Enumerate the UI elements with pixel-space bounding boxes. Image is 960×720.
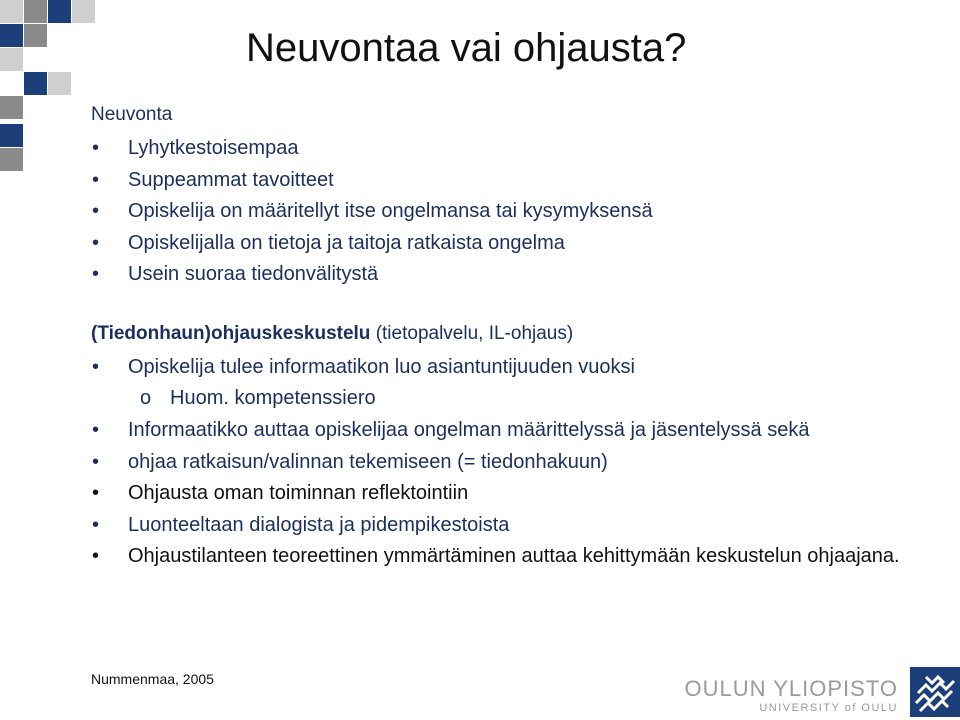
deco-square	[0, 24, 23, 47]
section-heading-neuvonta	[91, 104, 172, 126]
deco-square	[0, 0, 23, 23]
bullet: •	[92, 419, 100, 441]
list-item	[91, 168, 911, 193]
ohjaus-list	[91, 418, 911, 576]
slide-title: Neuvontaa vai ohjausta?	[246, 26, 687, 70]
deco-square	[24, 24, 47, 47]
list-item	[91, 199, 911, 224]
section-heading-ohjaus	[91, 323, 573, 345]
deco-square	[0, 148, 23, 171]
deco-square	[48, 72, 71, 95]
bullet: •	[92, 263, 100, 285]
bullet: •	[92, 545, 100, 567]
corner-decoration	[0, 0, 100, 175]
item-text: Ohjausta oman toiminnan reflektointiin	[128, 482, 469, 504]
bullet: •	[92, 513, 100, 536]
item-text: Luonteeltaan dialogista ja pidempikestoista	[128, 513, 510, 536]
item-text: Opiskelija tulee informaatikon luo asiantuntijuuden vuoksi	[128, 356, 635, 378]
heading-text: Neuvonta	[91, 104, 173, 125]
list-item	[91, 450, 911, 475]
list-item	[91, 262, 911, 287]
deco-square	[72, 0, 95, 23]
footer-citation: Nummenmaa, 2005	[91, 671, 214, 687]
ohjaus-intro-list	[91, 355, 911, 387]
deco-square	[48, 0, 71, 23]
heading-bold-text: (Tiedonhaun)ohjauskeskustelu	[91, 323, 371, 344]
list-item	[91, 481, 911, 506]
bullet: •	[92, 137, 100, 159]
neuvonta-list	[91, 136, 911, 294]
item-text: Lyhytkestoisempaa	[128, 137, 299, 159]
deco-square	[0, 96, 23, 119]
sub-item	[140, 387, 376, 410]
sub-bullet: o	[140, 387, 152, 409]
list-item	[91, 544, 911, 569]
list-item	[91, 513, 911, 538]
bullet: •	[92, 356, 100, 378]
deco-square	[0, 48, 23, 71]
deco-square	[24, 72, 47, 95]
bullet: •	[92, 168, 100, 191]
bullet: •	[92, 450, 100, 473]
university-logo-text	[685, 676, 898, 714]
heading-rest-text: (tietopalvelu, IL-ohjaus)	[370, 323, 574, 344]
deco-square	[24, 0, 47, 23]
list-item	[91, 355, 911, 380]
deco-square	[0, 124, 23, 147]
sub-item-text: Huom. kompetenssiero	[170, 387, 376, 409]
item-text: Opiskelija on määritellyt itse ongelmansa tai kysymyksensä	[128, 200, 653, 222]
item-text: Informaatikko auttaa opiskelijaa ongelman määrittelyssä ja jäsentelyssä sekä	[128, 419, 810, 441]
logo-main-text: OULUN YLIOPISTO	[684, 676, 898, 701]
list-item	[91, 136, 911, 161]
university-logo-icon	[910, 667, 960, 717]
bullet: •	[92, 231, 100, 254]
item-text: Usein suoraa tiedonvälitystä	[128, 263, 379, 285]
bullet: •	[92, 482, 100, 504]
list-item	[91, 231, 911, 256]
list-item	[91, 418, 911, 443]
logo-sub-text: UNIVERSITY of OULU	[759, 702, 898, 714]
item-text: ohjaa ratkaisun/valinnan tekemiseen (= tiedonhakuun)	[128, 450, 608, 473]
item-text: Ohjaustilanteen teoreettinen ymmärtäminen auttaa kehittymään keskustelun ohjaajana.	[128, 545, 900, 567]
item-text: Suppeammat tavoitteet	[128, 168, 334, 191]
item-text: Opiskelijalla on tietoja ja taitoja ratkaista ongelma	[128, 231, 565, 254]
bullet: •	[92, 200, 100, 222]
